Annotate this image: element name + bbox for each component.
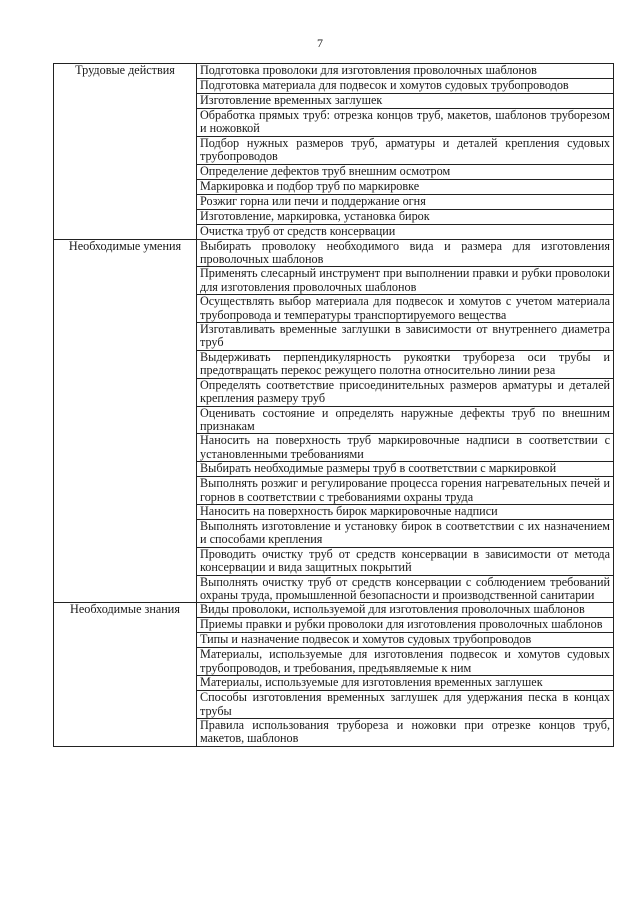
table-body — [54, 64, 614, 747]
table-cell-item: Маркировка и подбор труб по маркировке — [197, 179, 614, 194]
page-number: 7 — [317, 36, 323, 50]
table-cell-item: Подготовка материала для подвесок и хомутов судовых трубопроводов — [197, 79, 614, 94]
table-cell-item: Выполнять изготовление и установку бирок в соответствии с их назначением и способами крепления — [197, 519, 614, 547]
table-cell-item: Проводить очистку труб от средств консервации в зависимости от метода консервации и вида защитных покрытий — [197, 547, 614, 575]
table-cell-item: Определять соответствие присоединительных размеров арматуры и деталей крепления размеру труб — [197, 378, 614, 406]
table-cell-item: Подготовка проволоки для изготовления проволочных шаблонов — [197, 64, 614, 79]
table-cell-item: Материалы, используемые для изготовления подвесок и хомутов судовых трубопроводов, и требования, предъявляемые к ним — [197, 648, 614, 676]
table-row — [54, 239, 614, 267]
table-cell-item: Способы изготовления временных заглушек для удержания песка в концах трубы — [197, 691, 614, 719]
table-cell-item: Подбор нужных размеров труб, арматуры и деталей крепления судовых трубопроводов — [197, 136, 614, 164]
section-labor-actions-header: Трудовые действия — [54, 64, 197, 240]
table-row — [54, 64, 614, 79]
qualification-table — [53, 63, 614, 747]
table-cell-item: Типы и назначение подвесок и хомутов судовых трубопроводов — [197, 633, 614, 648]
table-cell-item: Оценивать состояние и определять наружные дефекты труб по внешним признакам — [197, 406, 614, 434]
table-cell-item: Осуществлять выбор материала для подвесок и хомутов с учетом материала трубопровода и температуры транспортируемого вещества — [197, 295, 614, 323]
table-cell-item: Наносить на поверхность бирок маркировочные надписи — [197, 504, 614, 519]
table-cell-item: Обработка прямых труб: отрезка концов труб, макетов, шаблонов труборезом и ножовкой — [197, 109, 614, 137]
table-cell-item: Розжиг горна или печи и поддержание огня — [197, 194, 614, 209]
table-cell-item: Очистка труб от средств консервации — [197, 224, 614, 239]
table-cell-item: Определение дефектов труб внешним осмотром — [197, 164, 614, 179]
table-cell-item: Изготовление, маркировка, установка бирок — [197, 209, 614, 224]
table-cell-item: Виды проволоки, используемой для изготовления проволочных шаблонов — [197, 603, 614, 618]
table-cell-item: Правила использования трубореза и ножовки при отрезке концов труб, макетов, шаблонов — [197, 719, 614, 747]
table-cell-item: Выбирать проволоку необходимого вида и размера для изготовления проволочных шаблонов — [197, 239, 614, 267]
table-cell-item: Применять слесарный инструмент при выполнении правки и рубки проволоки для изготовления проволочных шаблонов — [197, 267, 614, 295]
table-cell-item: Выдерживать перпендикулярность рукоятки трубореза оси трубы и предотвращать перекос режущего полотна относительно линии реза — [197, 350, 614, 378]
table-row — [54, 603, 614, 618]
table-cell-item: Материалы, используемые для изготовления временных заглушек — [197, 676, 614, 691]
table-cell-item: Наносить на поверхность труб маркировочные надписи в соответствии с установленными требованиями — [197, 434, 614, 462]
table-cell-item: Изготовление временных заглушек — [197, 94, 614, 109]
table-cell-item: Выполнять розжиг и регулирование процесса горения нагревательных печей и горнов в соответствии с требованиями охраны труда — [197, 477, 614, 505]
section-required-skills-header: Необходимые умения — [54, 239, 197, 603]
table-cell-item: Выполнять очистку труб от средств консервации с соблюдением требований охраны труда, промышленной безопасности и производственной санитарии — [197, 575, 614, 603]
table-cell-item: Приемы правки и рубки проволоки для изготовления проволочных шаблонов — [197, 618, 614, 633]
table-cell-item: Изготавливать временные заглушки в зависимости от внутреннего диаметра труб — [197, 323, 614, 351]
section-required-knowledge-header: Необходимые знания — [54, 603, 197, 746]
table-cell-item: Выбирать необходимые размеры труб в соответствии с маркировкой — [197, 462, 614, 477]
